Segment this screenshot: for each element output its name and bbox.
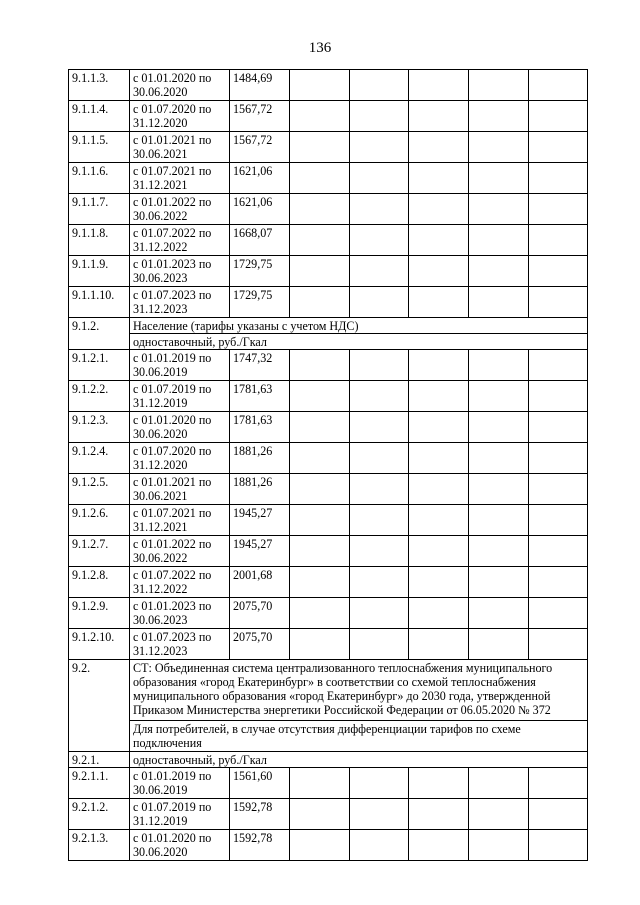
empty-cell <box>350 163 409 194</box>
page-number: 136 <box>308 40 332 56</box>
row-price: 1881,26 <box>230 443 290 474</box>
empty-cell <box>290 163 350 194</box>
row-price: 1729,75 <box>230 287 290 318</box>
row-code: 9.2.1.1. <box>69 768 130 799</box>
row-code: 9.1.1.9. <box>69 256 130 287</box>
row-period: с 01.07.2022 по 31.12.2022 <box>130 567 230 598</box>
empty-cell <box>290 629 350 660</box>
row-period: с 01.01.2020 по 30.06.2020 <box>130 830 230 861</box>
empty-cell <box>409 101 469 132</box>
empty-cell <box>469 101 529 132</box>
empty-cell <box>409 287 469 318</box>
empty-cell <box>350 256 409 287</box>
row-code: 9.1.2. <box>69 318 130 350</box>
row-price: 1561,60 <box>230 768 290 799</box>
empty-cell <box>469 412 529 443</box>
row-heading: Для потребителей, в случае отсутствия дифференциации тарифов по схеме подключения <box>130 721 588 752</box>
tariff-table-body <box>69 70 588 861</box>
empty-cell <box>350 443 409 474</box>
empty-cell <box>529 799 588 830</box>
empty-cell <box>290 536 350 567</box>
row-period: с 01.01.2022 по 30.06.2022 <box>130 536 230 567</box>
empty-cell <box>350 598 409 629</box>
table-row <box>69 225 588 256</box>
table-row <box>69 474 588 505</box>
row-period: с 01.07.2022 по 31.12.2022 <box>130 225 230 256</box>
table-row <box>69 318 588 334</box>
row-code: 9.1.2.7. <box>69 536 130 567</box>
row-period: с 01.07.2021 по 31.12.2021 <box>130 505 230 536</box>
row-period: с 01.01.2022 по 30.06.2022 <box>130 194 230 225</box>
row-price: 2075,70 <box>230 629 290 660</box>
empty-cell <box>529 830 588 861</box>
empty-cell <box>529 256 588 287</box>
empty-cell <box>290 567 350 598</box>
empty-cell <box>350 629 409 660</box>
table-row <box>69 505 588 536</box>
empty-cell <box>290 350 350 381</box>
empty-cell <box>290 70 350 101</box>
table-row <box>69 412 588 443</box>
empty-cell <box>409 443 469 474</box>
row-code: 9.1.1.5. <box>69 132 130 163</box>
row-code: 9.1.2.2. <box>69 381 130 412</box>
empty-cell <box>529 132 588 163</box>
row-code: 9.1.1.8. <box>69 225 130 256</box>
row-code: 9.1.2.6. <box>69 505 130 536</box>
row-period: с 01.01.2020 по 30.06.2020 <box>130 412 230 443</box>
table-row <box>69 660 588 721</box>
row-price: 1747,32 <box>230 350 290 381</box>
empty-cell <box>529 381 588 412</box>
empty-cell <box>350 350 409 381</box>
empty-cell <box>529 350 588 381</box>
empty-cell <box>469 350 529 381</box>
empty-cell <box>290 474 350 505</box>
table-row <box>69 350 588 381</box>
empty-cell <box>469 474 529 505</box>
row-price: 1945,27 <box>230 505 290 536</box>
row-code: 9.1.1.3. <box>69 70 130 101</box>
table-row <box>69 536 588 567</box>
empty-cell <box>529 225 588 256</box>
empty-cell <box>529 443 588 474</box>
empty-cell <box>409 799 469 830</box>
table-row <box>69 287 588 318</box>
empty-cell <box>290 256 350 287</box>
row-period: с 01.01.2021 по 30.06.2021 <box>130 132 230 163</box>
row-period: с 01.07.2019 по 31.12.2019 <box>130 381 230 412</box>
row-code: 9.2.1. <box>69 752 130 768</box>
table-row <box>69 721 588 752</box>
table-row <box>69 567 588 598</box>
empty-cell <box>409 163 469 194</box>
empty-cell <box>469 70 529 101</box>
empty-cell <box>469 799 529 830</box>
empty-cell <box>350 505 409 536</box>
empty-cell <box>290 830 350 861</box>
empty-cell <box>469 536 529 567</box>
row-code: 9.2. <box>69 660 130 752</box>
empty-cell <box>350 225 409 256</box>
empty-cell <box>350 70 409 101</box>
empty-cell <box>350 799 409 830</box>
empty-cell <box>469 163 529 194</box>
empty-cell <box>290 505 350 536</box>
row-price: 1668,07 <box>230 225 290 256</box>
row-code: 9.1.2.8. <box>69 567 130 598</box>
empty-cell <box>290 598 350 629</box>
row-code: 9.1.2.1. <box>69 350 130 381</box>
empty-cell <box>350 412 409 443</box>
row-code: 9.1.2.5. <box>69 474 130 505</box>
row-price: 1621,06 <box>230 194 290 225</box>
empty-cell <box>529 412 588 443</box>
empty-cell <box>409 412 469 443</box>
empty-cell <box>409 350 469 381</box>
empty-cell <box>469 256 529 287</box>
empty-cell <box>409 567 469 598</box>
table-row <box>69 70 588 101</box>
row-price: 1781,63 <box>230 381 290 412</box>
empty-cell <box>469 505 529 536</box>
empty-cell <box>409 70 469 101</box>
empty-cell <box>350 132 409 163</box>
table-row <box>69 598 588 629</box>
empty-cell <box>350 536 409 567</box>
row-code: 9.1.1.10. <box>69 287 130 318</box>
row-code: 9.1.2.4. <box>69 443 130 474</box>
table-row <box>69 768 588 799</box>
empty-cell <box>350 194 409 225</box>
row-period: с 01.01.2023 по 30.06.2023 <box>130 598 230 629</box>
empty-cell <box>529 505 588 536</box>
row-heading: одноставочный, руб./Гкал <box>130 752 588 768</box>
row-period: с 01.07.2023 по 31.12.2023 <box>130 287 230 318</box>
row-period: с 01.01.2023 по 30.06.2023 <box>130 256 230 287</box>
table-row <box>69 381 588 412</box>
empty-cell <box>290 225 350 256</box>
table-row <box>69 443 588 474</box>
empty-cell <box>290 194 350 225</box>
empty-cell <box>469 225 529 256</box>
empty-cell <box>409 474 469 505</box>
row-period: с 01.01.2019 по 30.06.2019 <box>130 768 230 799</box>
row-code: 9.1.1.7. <box>69 194 130 225</box>
empty-cell <box>529 629 588 660</box>
empty-cell <box>529 536 588 567</box>
empty-cell <box>409 830 469 861</box>
empty-cell <box>469 381 529 412</box>
table-row <box>69 334 588 350</box>
empty-cell <box>290 381 350 412</box>
empty-cell <box>469 567 529 598</box>
row-code: 9.1.2.10. <box>69 629 130 660</box>
empty-cell <box>409 225 469 256</box>
row-price: 2075,70 <box>230 598 290 629</box>
empty-cell <box>409 381 469 412</box>
row-period: с 01.07.2020 по 31.12.2020 <box>130 443 230 474</box>
row-code: 9.2.1.2. <box>69 799 130 830</box>
empty-cell <box>409 598 469 629</box>
empty-cell <box>290 443 350 474</box>
row-code: 9.1.1.4. <box>69 101 130 132</box>
row-price: 1567,72 <box>230 132 290 163</box>
row-period: с 01.01.2020 по 30.06.2020 <box>130 70 230 101</box>
row-price: 1945,27 <box>230 536 290 567</box>
tariff-table <box>68 69 588 861</box>
row-code: 9.1.2.9. <box>69 598 130 629</box>
table-row <box>69 830 588 861</box>
row-period: с 01.01.2019 по 30.06.2019 <box>130 350 230 381</box>
empty-cell <box>469 443 529 474</box>
row-heading: одноставочный, руб./Гкал <box>130 334 588 350</box>
empty-cell <box>469 629 529 660</box>
empty-cell <box>529 101 588 132</box>
empty-cell <box>350 381 409 412</box>
empty-cell <box>290 768 350 799</box>
row-period: с 01.07.2021 по 31.12.2021 <box>130 163 230 194</box>
table-row <box>69 752 588 768</box>
empty-cell <box>350 768 409 799</box>
empty-cell <box>290 799 350 830</box>
table-row <box>69 256 588 287</box>
empty-cell <box>529 768 588 799</box>
empty-cell <box>469 132 529 163</box>
row-period: с 01.07.2020 по 31.12.2020 <box>130 101 230 132</box>
empty-cell <box>469 768 529 799</box>
row-price: 1592,78 <box>230 830 290 861</box>
empty-cell <box>469 598 529 629</box>
empty-cell <box>350 567 409 598</box>
empty-cell <box>529 598 588 629</box>
empty-cell <box>529 194 588 225</box>
row-price: 2001,68 <box>230 567 290 598</box>
row-price: 1484,69 <box>230 70 290 101</box>
table-row <box>69 132 588 163</box>
empty-cell <box>529 70 588 101</box>
empty-cell <box>350 830 409 861</box>
empty-cell <box>290 101 350 132</box>
empty-cell <box>409 256 469 287</box>
empty-cell <box>529 163 588 194</box>
row-period: с 01.01.2021 по 30.06.2021 <box>130 474 230 505</box>
empty-cell <box>469 194 529 225</box>
table-row <box>69 629 588 660</box>
empty-cell <box>409 536 469 567</box>
empty-cell <box>529 567 588 598</box>
table-row <box>69 194 588 225</box>
table-row <box>69 163 588 194</box>
row-price: 1567,72 <box>230 101 290 132</box>
empty-cell <box>409 132 469 163</box>
empty-cell <box>290 132 350 163</box>
row-code: 9.1.2.3. <box>69 412 130 443</box>
table-row <box>69 101 588 132</box>
row-price: 1592,78 <box>230 799 290 830</box>
empty-cell <box>409 768 469 799</box>
table-row <box>69 799 588 830</box>
row-period: с 01.07.2023 по 31.12.2023 <box>130 629 230 660</box>
empty-cell <box>469 287 529 318</box>
empty-cell <box>529 287 588 318</box>
row-heading: СТ: Объединенная система централизованного теплоснабжения муниципального образования «город Екатеринбург» в соответствии со схемой теплоснабжения муниципального образования «город Екатеринбург» до 2030 года, утвержденной Приказом Министерства энергетики Российской Федерации от 06.05.2020 № 372 <box>130 660 588 721</box>
empty-cell <box>409 629 469 660</box>
empty-cell <box>409 505 469 536</box>
row-period: с 01.07.2019 по 31.12.2019 <box>130 799 230 830</box>
empty-cell <box>290 287 350 318</box>
empty-cell <box>529 474 588 505</box>
empty-cell <box>409 194 469 225</box>
row-price: 1881,26 <box>230 474 290 505</box>
row-price: 1729,75 <box>230 256 290 287</box>
empty-cell <box>469 830 529 861</box>
empty-cell <box>350 101 409 132</box>
empty-cell <box>290 412 350 443</box>
empty-cell <box>350 287 409 318</box>
empty-cell <box>350 474 409 505</box>
row-heading: Население (тарифы указаны с учетом НДС) <box>130 318 588 334</box>
row-price: 1781,63 <box>230 412 290 443</box>
row-price: 1621,06 <box>230 163 290 194</box>
row-code: 9.2.1.3. <box>69 830 130 861</box>
row-code: 9.1.1.6. <box>69 163 130 194</box>
